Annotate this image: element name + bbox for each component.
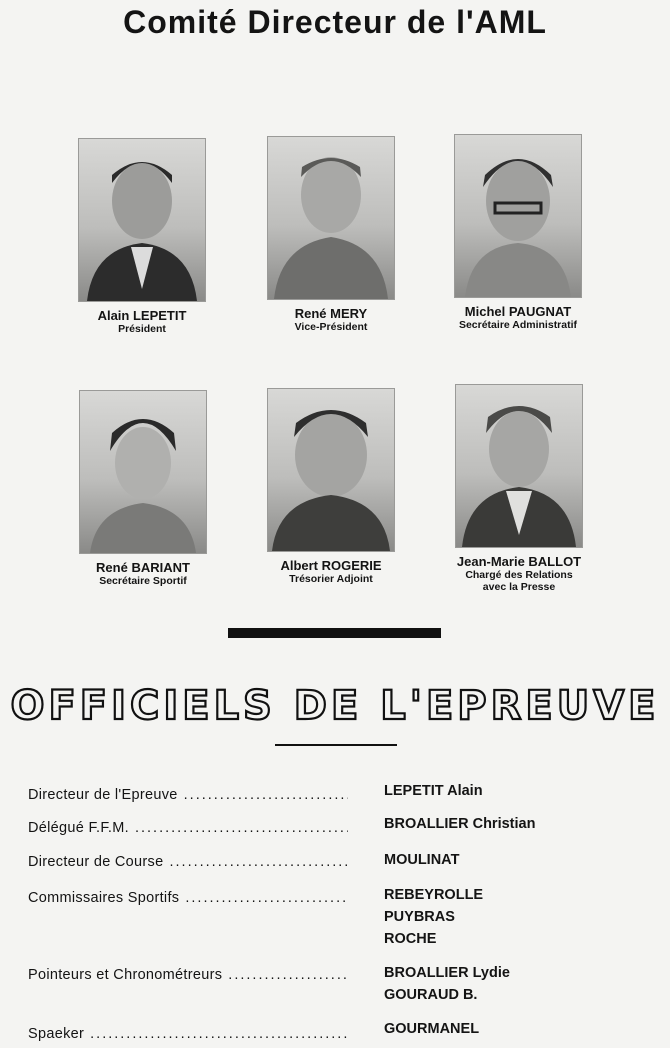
- member-role: Chargé des Relations: [465, 569, 573, 581]
- official-name: PUYBRAS: [384, 909, 455, 925]
- member-photo: [267, 136, 395, 300]
- official-name: GOURMANEL: [384, 1021, 480, 1037]
- official-name: LEPETIT Alain: [384, 783, 483, 799]
- member-role: Vice-Président: [294, 321, 368, 333]
- member-photo: [267, 388, 395, 552]
- member-role: Secrétaire Sportif: [99, 575, 187, 587]
- official-function: Délégué F.F.M. .....: [28, 820, 348, 836]
- member-name: René MERY: [294, 306, 368, 321]
- official-name: BROALLIER Lydie: [384, 965, 510, 981]
- official-name: GOURAUD B.: [384, 987, 478, 1003]
- member-role: Secrétaire Administratif: [458, 319, 578, 331]
- official-function: Pointeurs et Chronométreurs .....: [28, 967, 348, 983]
- official-names: [384, 884, 483, 950]
- page-title: Comité Directeur de l'AML: [123, 4, 547, 40]
- member-name: Alain LEPETIT: [97, 308, 187, 323]
- member-role: avec la Presse: [482, 581, 556, 593]
- official-name: MOULINAT: [384, 852, 460, 868]
- official-names: [384, 849, 459, 871]
- official-function: Directeur de Course .....: [28, 854, 348, 870]
- officials-title: OFFICIELS DE L'EPREUVE: [10, 683, 660, 729]
- official-name: ROCHE: [384, 931, 437, 947]
- official-name: REBEYROLLE: [384, 887, 484, 903]
- member-role: Trésorier Adjoint: [289, 573, 373, 585]
- member-card: [57, 138, 227, 335]
- member-role: Président: [118, 323, 166, 335]
- member-photo: [79, 390, 207, 554]
- member-photo: [454, 134, 582, 298]
- official-names: [384, 1018, 479, 1040]
- member-card: [246, 136, 416, 333]
- official-function: Spaeker .....: [28, 1026, 348, 1042]
- official-names: [384, 780, 483, 802]
- member-photo: [455, 384, 583, 548]
- member-name: Jean-Marie BALLOT: [456, 554, 582, 569]
- member-card: [246, 388, 416, 585]
- divider-rule: [275, 744, 397, 746]
- member-card: [434, 384, 604, 593]
- official-names: [384, 813, 535, 835]
- member-name: René BARIANT: [96, 560, 190, 575]
- member-card: [433, 134, 603, 331]
- member-name: Michel PAUGNAT: [464, 304, 572, 319]
- official-name: BROALLIER Christian: [384, 816, 536, 832]
- member-name: Albert ROGERIE: [280, 558, 382, 573]
- divider-bar: [228, 628, 441, 638]
- official-function: Commissaires Sportifs .....: [28, 890, 348, 906]
- official-function: Directeur de l'Epreuve .....: [28, 787, 348, 803]
- official-names: [384, 962, 510, 1006]
- member-photo: [78, 138, 206, 302]
- member-card: [58, 390, 228, 587]
